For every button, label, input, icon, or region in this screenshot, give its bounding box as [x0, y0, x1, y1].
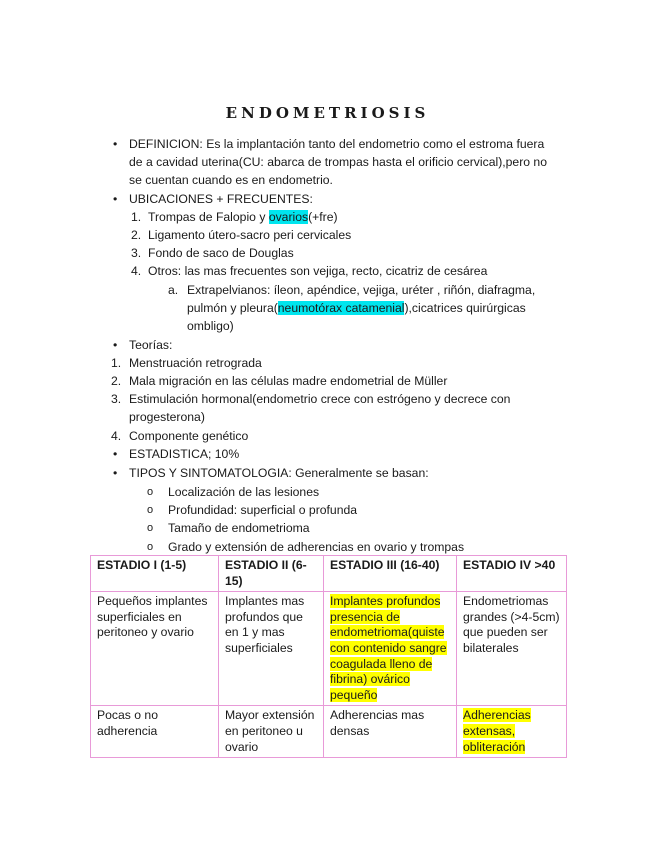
circle-bullet-icon: o	[147, 486, 154, 498]
list-number: 3.	[111, 392, 122, 406]
tipos-heading: TIPOS Y SINTOMATOLOGIA: Generalmente se basan:	[129, 466, 429, 480]
table-cell: Adherencias mas densas	[324, 706, 457, 758]
list-number: 4.	[131, 264, 142, 278]
sub-list-line-3: ombligo)	[187, 319, 234, 333]
list-item: Trompas de Falopio y ovarios(+fre)	[148, 210, 338, 224]
table-cell: Implantes mas profundos que en 1 y mas superficiales	[219, 592, 324, 706]
table-cell: Pequeños implantes superficiales en peritoneo y ovario	[91, 592, 219, 706]
list-item: Tamaño de endometrioma	[168, 521, 310, 535]
list-item: Fondo de saco de Douglas	[148, 246, 294, 260]
sub-list-marker: a.	[168, 283, 179, 297]
header-estadio-4: ESTADIO IV >40	[457, 556, 567, 592]
highlight-neumotorax: neumotórax catamenial	[277, 301, 405, 315]
circle-bullet-icon: o	[147, 504, 154, 516]
bullet-icon: •	[113, 192, 118, 206]
table-row	[91, 706, 567, 758]
table-cell: Mayor extensión en peritoneo u ovario	[219, 706, 324, 758]
header-estadio-2: ESTADIO II (6-15)	[219, 556, 324, 592]
list-item: Menstruación retrograda	[129, 356, 262, 370]
circle-bullet-icon: o	[147, 541, 154, 553]
table-row	[91, 592, 567, 706]
list-number: 4.	[111, 429, 122, 443]
bullet-icon: •	[113, 338, 118, 352]
list-item: Estimulación hormonal(endometrio crece con estrógeno y decrece con	[129, 392, 511, 406]
ubicaciones-heading: UBICACIONES + FRECUENTES:	[129, 192, 313, 206]
list-item: Otros: las mas frecuentes son vejiga, recto, cicatriz de cesárea	[148, 264, 488, 278]
list-item: Profundidad: superficial o profunda	[168, 503, 358, 517]
teorias-heading: Teorías:	[129, 338, 173, 352]
definicion-line-3: se cuentan cuando es en endometrio.	[129, 173, 333, 187]
header-estadio-1: ESTADIO I (1-5)	[91, 556, 219, 592]
page-title: ENDOMETRIOSIS	[225, 104, 430, 122]
list-item: Mala migración en las células madre endometrial de Müller	[129, 374, 448, 388]
table-cell: Pocas o no adherencia	[91, 706, 219, 758]
sub-list-line-1: Extrapelvianos: íleon, apéndice, vejiga, uréter , riñón, diafragma,	[187, 283, 536, 297]
table-cell	[457, 706, 567, 758]
bullet-icon: •	[113, 466, 118, 480]
list-item: Localización de las lesiones	[168, 485, 320, 499]
sub-list-line-2: pulmón y pleura(neumotórax catamenial),cicatrices quirúrgicas	[187, 301, 526, 315]
list-item-continuation: progesterona)	[129, 410, 205, 424]
highlight-cell-text: Implantes profundos presencia de endometrioma(quiste con contenido sangre coagulada lleno de fibrina) ovárico pequeño	[330, 594, 447, 702]
circle-bullet-icon: o	[147, 522, 154, 534]
bullet-icon: •	[113, 447, 118, 461]
highlight-cell-text: Adherencias extensas, obliteración	[463, 708, 531, 754]
stages-table	[90, 555, 567, 758]
estadistica-line: ESTADISTICA; 10%	[129, 447, 240, 461]
table-header-row	[91, 556, 567, 592]
list-number: 2.	[111, 374, 122, 388]
list-number: 1.	[131, 210, 142, 224]
table-cell: Endometriomas grandes (>4-5cm) que pueden ser bilaterales	[457, 592, 567, 706]
list-number: 2.	[131, 228, 142, 242]
header-estadio-3: ESTADIO III (16-40)	[324, 556, 457, 592]
list-item: Grado y extensión de adherencias en ovario y trompas	[168, 540, 465, 554]
list-number: 3.	[131, 246, 142, 260]
definicion-line-2: de a cavidad uterina(CU: abarca de trompas hasta el orificio cervical),pero no	[129, 155, 547, 169]
definicion-line-1: DEFINICION: Es la implantación tanto del endometrio como el estroma fuera	[129, 137, 545, 151]
list-item: Ligamento útero-sacro peri cervicales	[148, 228, 352, 242]
table-cell	[324, 592, 457, 706]
list-item: Componente genético	[129, 429, 249, 443]
list-number: 1.	[111, 356, 122, 370]
bullet-icon: •	[113, 137, 118, 151]
highlight-ovarios: ovarios	[268, 210, 309, 224]
